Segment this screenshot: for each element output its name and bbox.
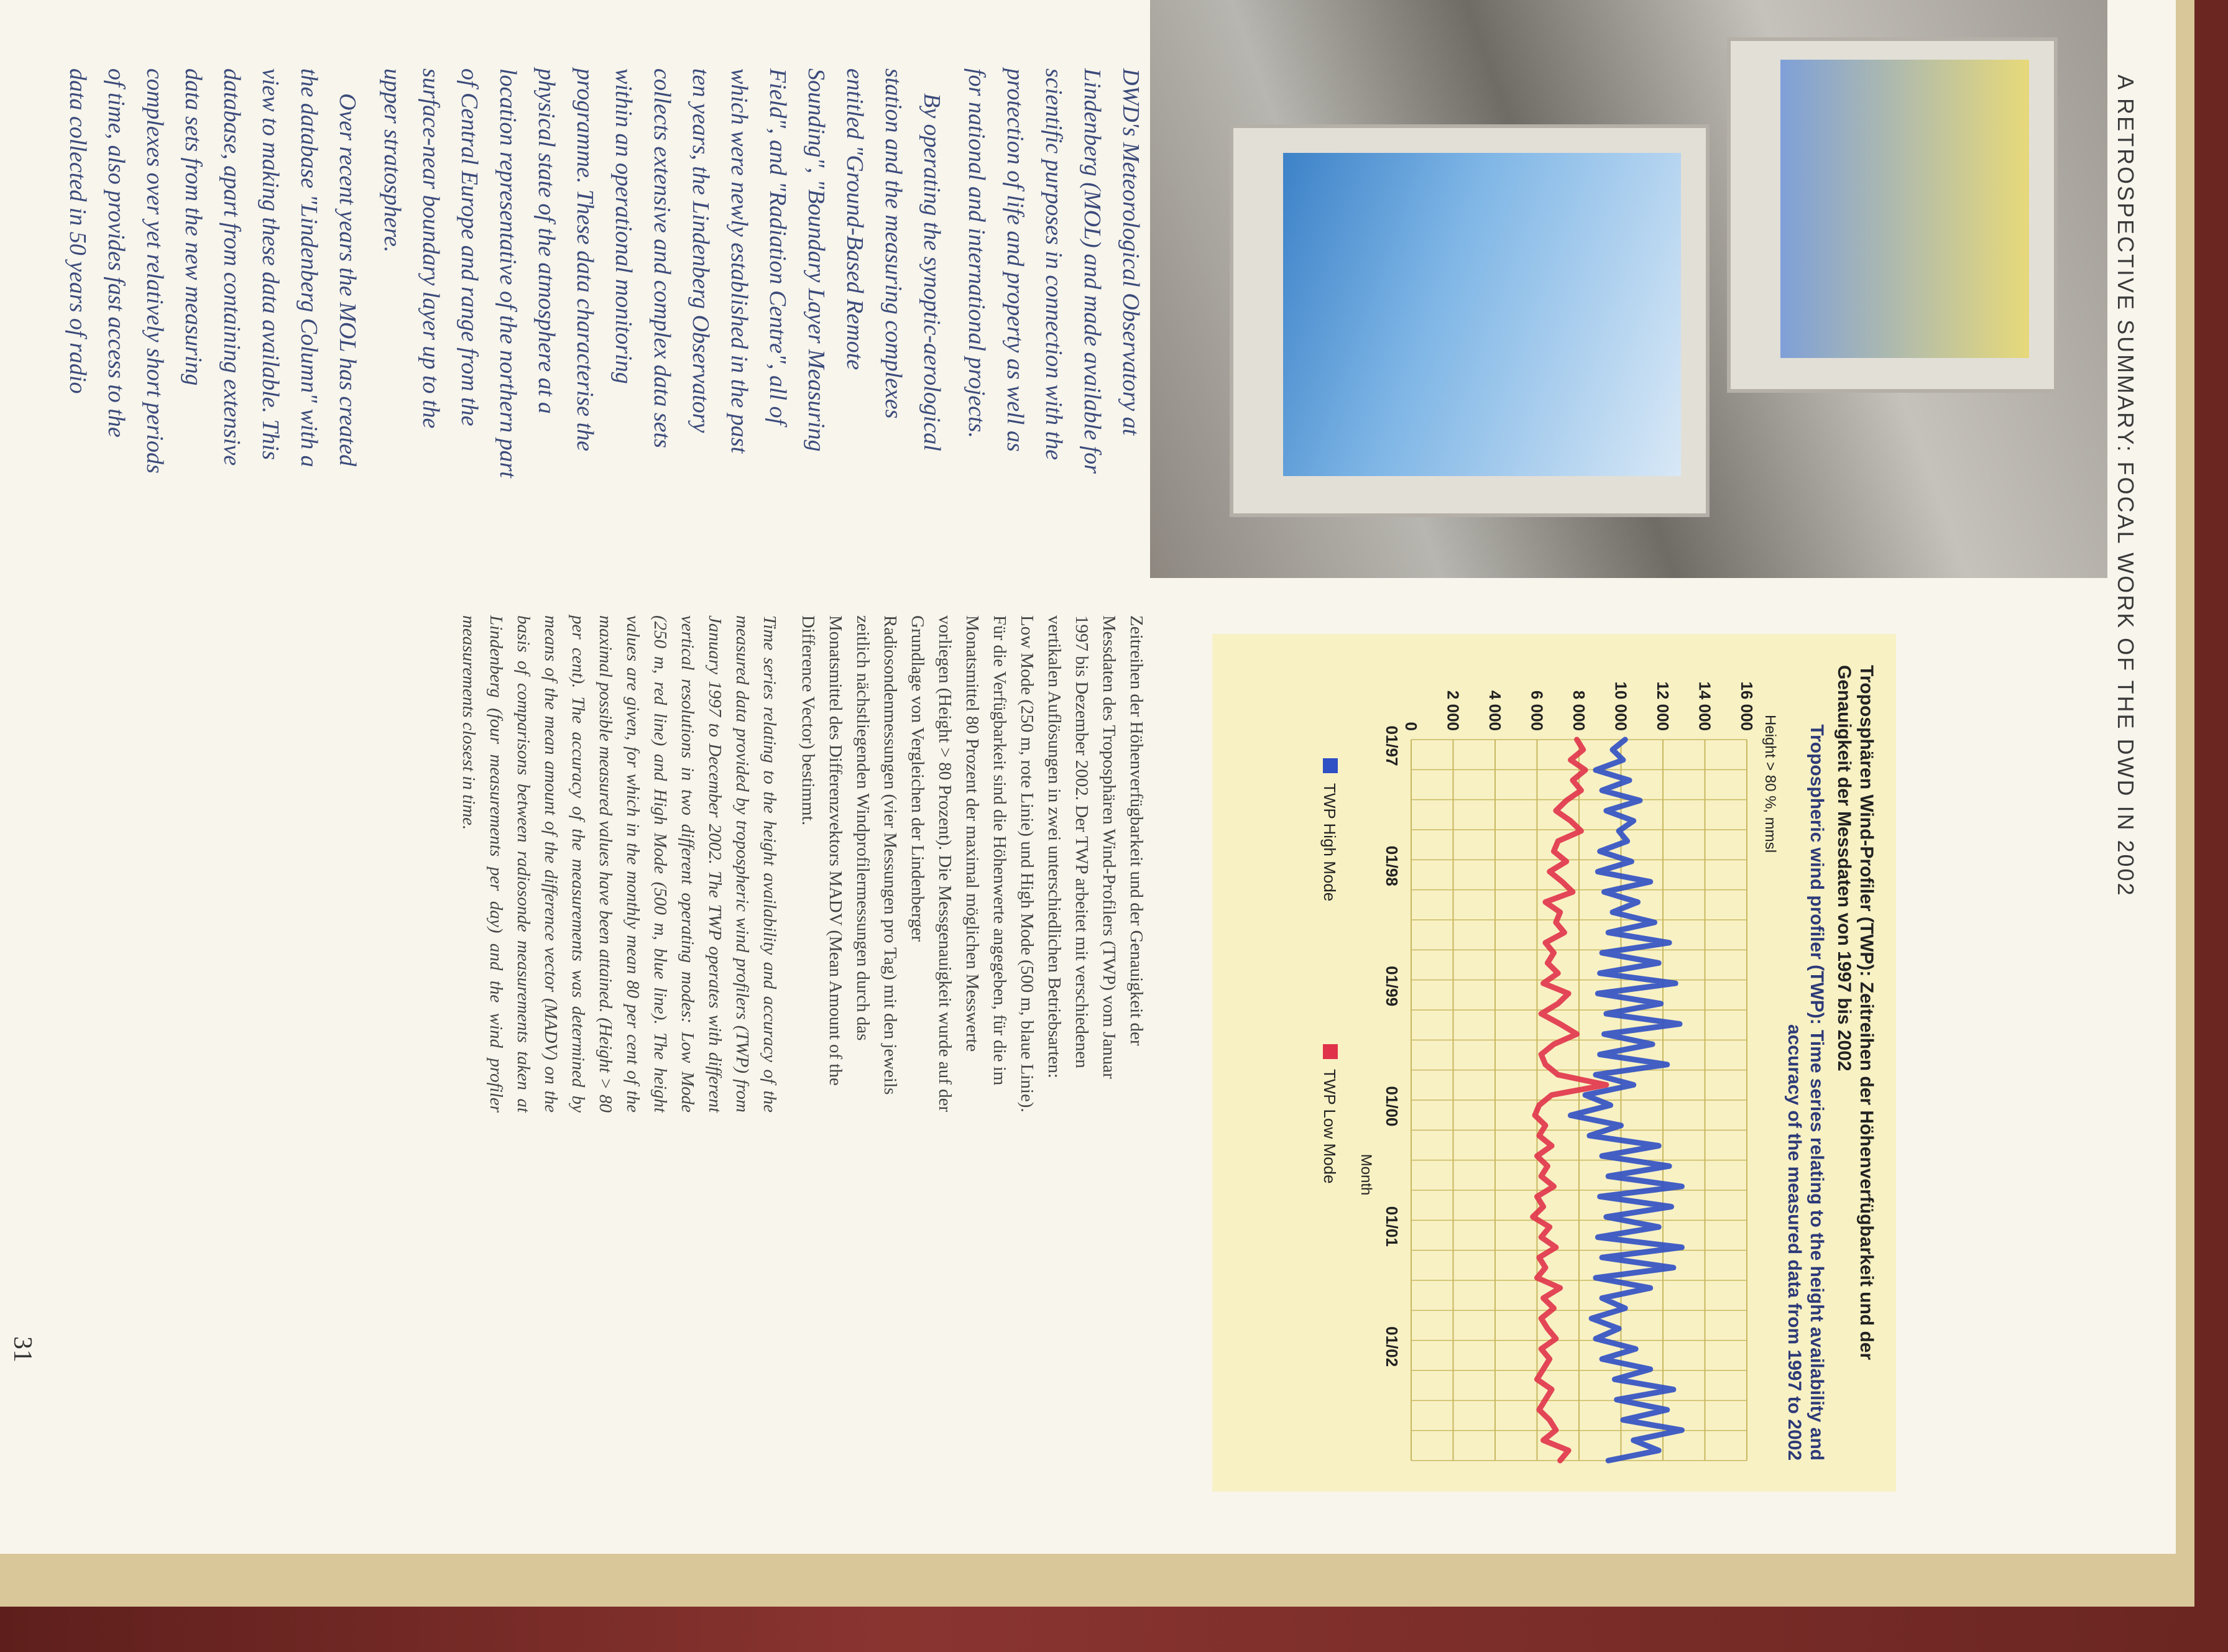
monitor-back [1727, 37, 2058, 393]
chart-title-english: Tropospheric wind profiler (TWP): Time series relating to the height availability and accuracy of the measured data from 1997 to 2002 [1784, 724, 1827, 1461]
x-tick-label: 01/00 [1383, 1086, 1401, 1127]
legend-label: TWP High Mode [1320, 783, 1339, 902]
x-axis-label: Month [1358, 1154, 1374, 1196]
y-tick-label: 6 000 [1527, 690, 1547, 731]
body-paragraph: Over recent years the MOL has created the database "Lindenberg Column" with a view to making these data available. This database, apart from containing extensive data sets from the new measuring complexes over yet relatively short periods of time, also provides fast access to the data collected in 50 years of radio [65, 68, 361, 474]
chart-title-german: Troposphären Wind-Profiler (TWP): Zeitreihen der Höhenverfügbarkeit und der Genauigkeit der Messdaten von 1997 bis 2002 [1834, 665, 1877, 1361]
y-axis-label: Height > 80 %, mmsl [1762, 715, 1779, 853]
y-tick-label: 12 000 [1654, 681, 1672, 731]
x-tick-label: 01/99 [1383, 966, 1401, 1007]
x-tick-label: 01/02 [1383, 1326, 1401, 1367]
y-tick-label: 0 [1402, 722, 1420, 731]
caption-column [455, 615, 1150, 1113]
body-paragraph: By operating the synoptic-aerological station and the measuring complexes entitled "Ground-Based Remote Sounding", "Boundary Layer Measuring Field", and "Radiation Centre", all of which were newly established in the past ten years, the Lindenberg Observatory collects extensive and complex data sets within an operational monitoring programme. These data characterise the physical state of the atmosphere at a location representative of the northern part of Central Europe and range from the surface-near boundary layer up to the upper stratosphere. [379, 68, 945, 478]
photo-computer-monitors [1150, 0, 2107, 578]
y-tick-label: 10 000 [1611, 681, 1631, 731]
running-head: A RETROSPECTIVE SUMMARY: FOCAL WORK OF THE DWD IN 2002 [2113, 75, 2138, 897]
y-tick-label: 16 000 [1738, 681, 1756, 731]
monitor-screen [1780, 60, 2029, 358]
body-paragraph: DWD's Meteorological Observatory at Lindenberg (MOL) and made available for scientific purposes in connection with the protection of life and property as well as for national and international projects. [964, 68, 1144, 474]
x-tick-label: 01/98 [1383, 845, 1401, 886]
page-number: 31 [8, 1336, 37, 1362]
body-text-column [52, 68, 1150, 479]
x-tick-label: 01/97 [1383, 725, 1401, 766]
legend-label: TWP Low Mode [1320, 1069, 1339, 1184]
x-tick-label: 01/01 [1383, 1206, 1401, 1247]
monitor-front [1230, 124, 1710, 517]
caption-english: Time series relating to the height availability and accuracy of the measured data provided by tropospheric wind profilers (TWP) from January 1997 to December 2002. The TWP operates with different vertical resolutions in two different operating modes: Low Mode (250 m, red line) and High Mode (500 m, blue line). The height values are given, for which in the monthly mean 80 per cent of the maximal possible measured values have been attained. (Height > 80 per cent). The accuracy of the measurements was determined by means of the mean amount of the difference vector (MADV) on the basis of comparisons between radiosonde measurements taken at Lindenberg (four measurements per day) and the wind profiler measurements closest in time. [459, 615, 780, 1113]
y-tick-label: 4 000 [1486, 690, 1504, 731]
chart-panel [1212, 634, 1896, 1492]
legend-swatch [1323, 1044, 1338, 1059]
monitor-screen [1283, 153, 1681, 476]
line-chart [1212, 634, 1896, 1492]
caption-german: Zeitreihen der Höhenverfügbarkeit und der Genauigkeit der Messdaten des Troposphären Wind-Profilers (TWP) vom Januar 1997 bis Dezember 2002. Der TWP arbeitet mit verschiedenen vertikalen Auflösungen in zwei unterschiedlichen Betriebsarten: Low Mode (250 m, rote Linie) und High Mode (500 m, blaue Linie). Für die Verfügbarkeit sind die Höhenwerte angegeben, für die im Monatsmittel 80 Prozent der maximal möglichen Messwerte vorliegen (Height > 80 Prozent). Die Messgenauigkeit wurde auf der Grundlage von Vergleichen der Lindenberger Radiosondenmessungen (vier Messungen pro Tag) mit den jeweils zeitlich nächstliegenden Windprofilermessungen durch das Monatsmittel des Differenzvektors MADV (Mean Amount of the Difference Vector) bestimmt. [798, 615, 1146, 1113]
y-tick-label: 14 000 [1695, 681, 1715, 731]
y-tick-label: 2 000 [1443, 690, 1463, 731]
y-tick-label: 8 000 [1570, 690, 1588, 731]
legend-swatch [1323, 758, 1338, 773]
